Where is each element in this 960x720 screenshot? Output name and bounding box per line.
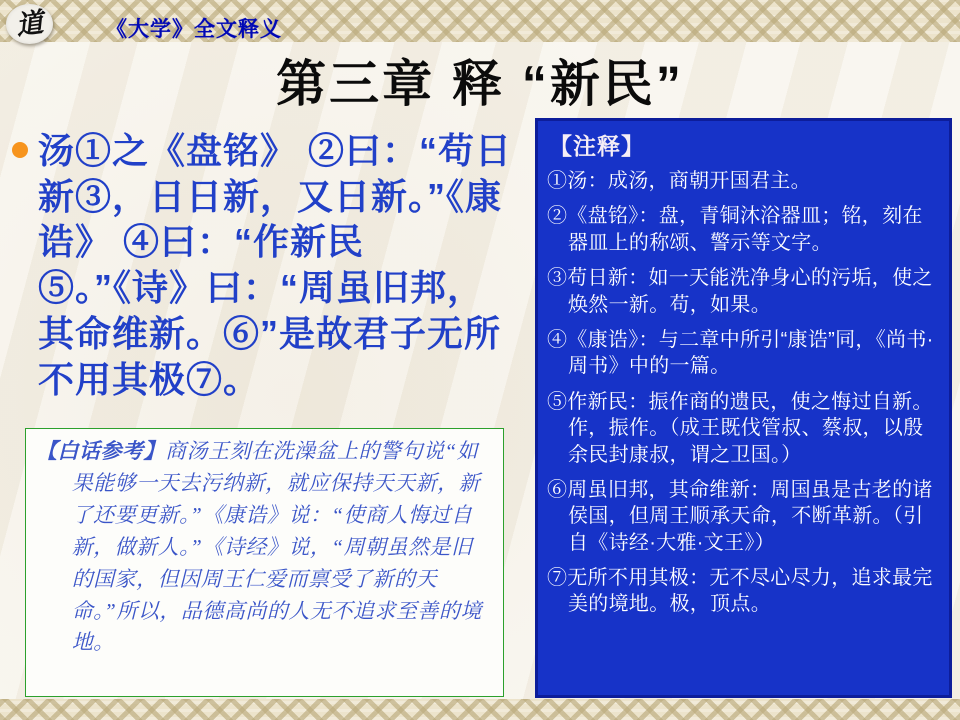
dao-logo (6, 4, 53, 44)
vernacular-reference-box (25, 428, 504, 697)
classical-text: 汤①之《盘铭》 ②曰：“苟日新③，日日新，又日新。”《康诰》 ④曰：“作新民⑤。”《诗》曰：“周虽旧邦，其命维新。⑥”是故君子无所不用其极⑦。 (38, 130, 513, 400)
note-item-3: ③苟日新：如一天能洗净身心的污垢，使之焕然一新。苟，如果。 (547, 267, 933, 316)
note-item-7: ⑦无所不用其极：无不尽心尽力，追求最完美的境地。极，顶点。 (547, 567, 933, 616)
note-item-6: ⑥周虽旧邦，其命维新：周国虽是古老的诸侯国，但周王顺承天命，不断革新。（引自《诗经·大雅·文王》） (547, 478, 933, 554)
vernacular-text: 商汤王刻在洗澡盆上的警句说“如果能够一天去污纳新，就应保持天天新，新了还要更新。”《康诰》说：“使商人悔过自新，做新人。”《诗经》说，“周朝虽然是旧的国家，但因周王仁爱而禀受了新的天命。”所以，品德高尚的人无不追求至善的境地。 (71, 439, 482, 655)
note-item-2: ②《盘铭》：盘，青铜沐浴器皿；铭，刻在器皿上的称颂、警示等文字。 (547, 205, 923, 254)
main-text-block (12, 128, 512, 402)
vernacular-paragraph (36, 436, 493, 659)
vernacular-label: 【白话参考】 (36, 439, 165, 463)
dao-logo-character: 道 (13, 6, 45, 41)
note-item-4: ④《康诰》：与二章中所引“康诰”同，《尚书·周书》中的一篇。 (547, 328, 934, 378)
bullet-icon (12, 142, 28, 158)
note-item-1: ①汤：成汤，商朝开国君主。 (547, 170, 811, 192)
annotations-panel (535, 118, 952, 698)
page-title: 第三章 释 “新民” (276, 56, 684, 112)
course-title: 《大学》全文释义 (106, 18, 282, 41)
bottom-pattern-band (0, 699, 960, 720)
note-item-5: ⑤作新民：振作商的遗民，使之悔过自新。作，振作。（成王既伐管叔、蔡叔，以殷余民封康叔，谓之卫国。） (547, 390, 933, 466)
annotations-title: 【注释】 (549, 133, 645, 159)
